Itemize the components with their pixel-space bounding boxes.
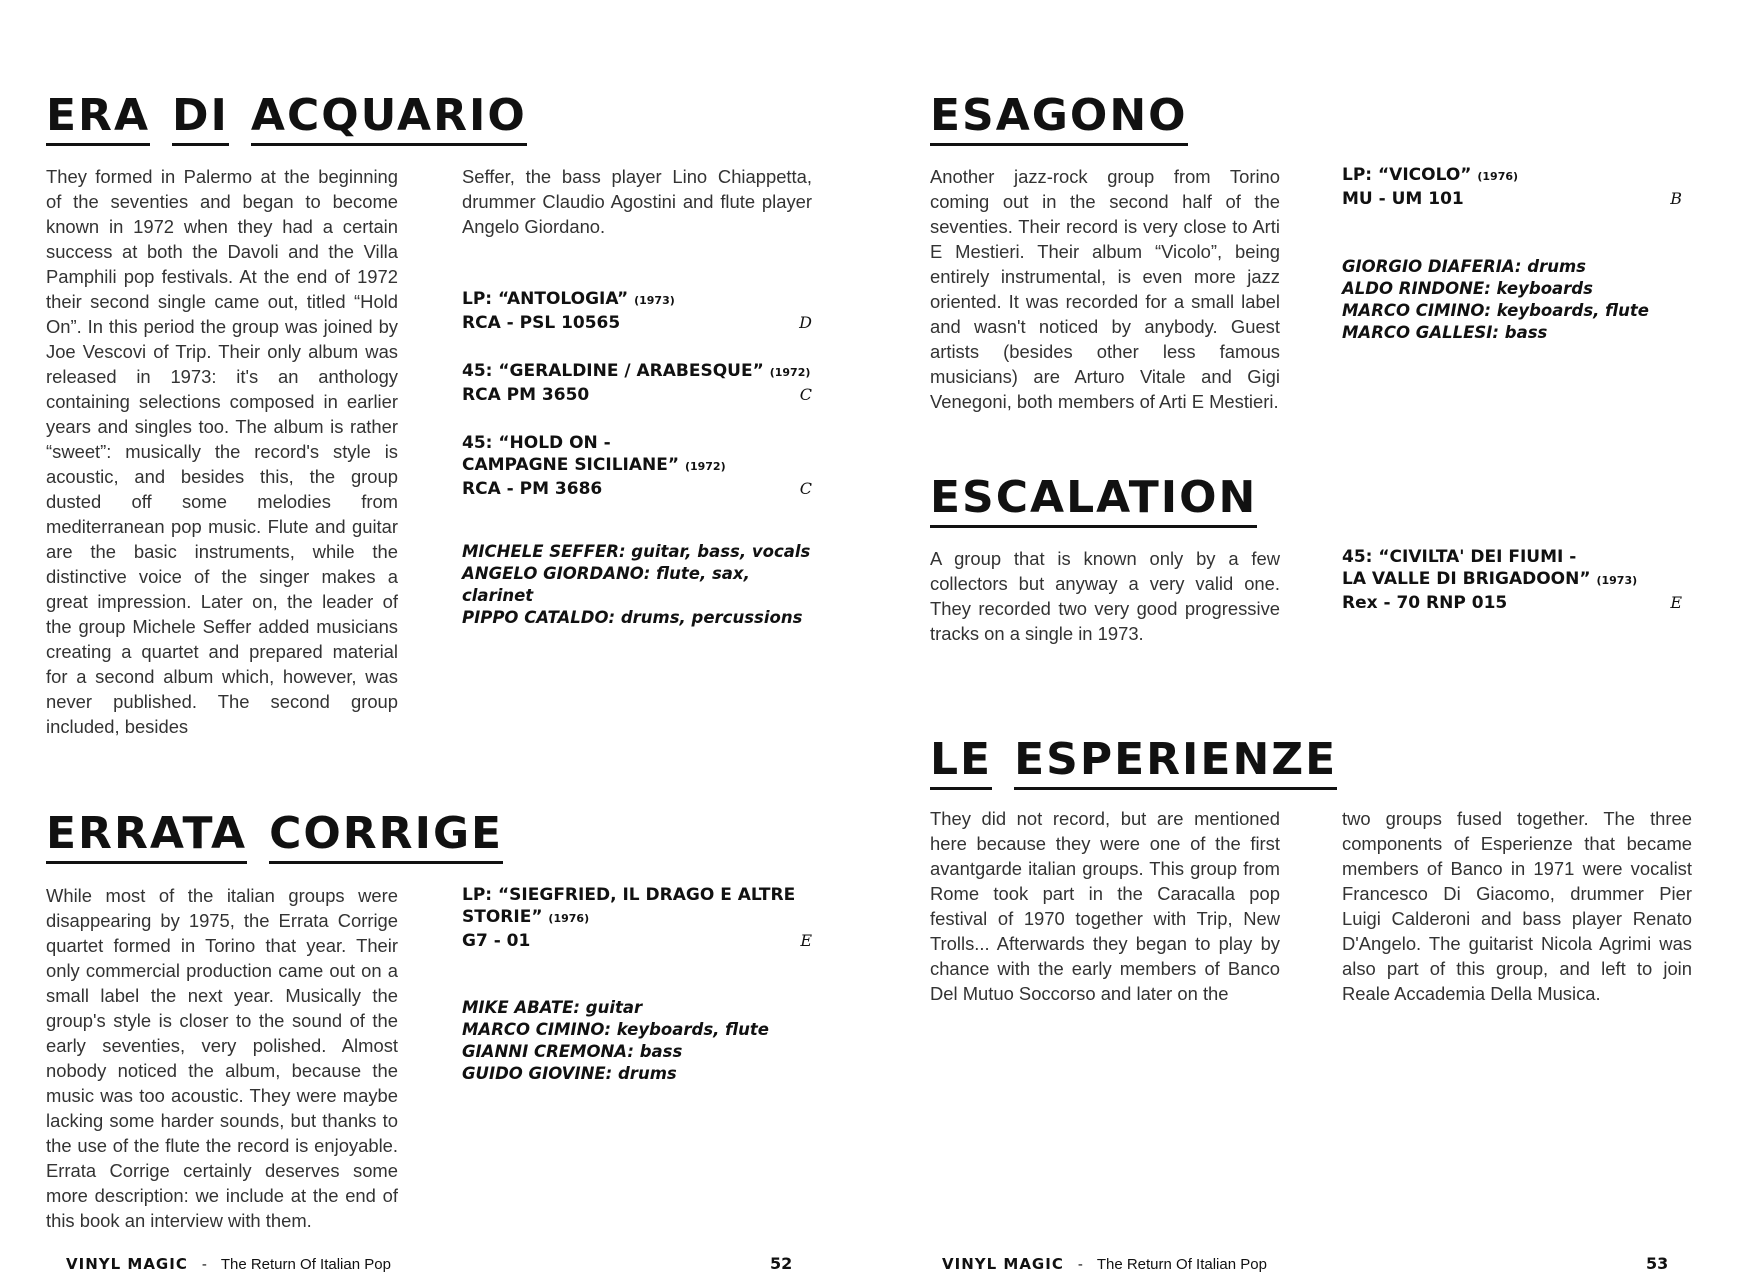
member: ALDO RINDONE: keyboards (1342, 279, 1593, 298)
disc-catalog: RCA - PSL 10565 (462, 313, 621, 333)
member: MARCO GALLESI: bass (1342, 323, 1548, 342)
disc-rating: C (799, 385, 812, 404)
title-word: ACQUARIO (251, 94, 527, 146)
page-number-left: 52 (770, 1254, 793, 1273)
disc-title-line: LP: “SIEGFRIED, IL DRAGO E ALTRE (462, 885, 796, 905)
escalation-title (930, 472, 1258, 528)
member: MARCO CIMINO: keyboards, flute (1342, 301, 1649, 320)
member: ANGELO GIORDANO: flute, sax, clarinet (462, 564, 750, 605)
errata-members (462, 997, 822, 1085)
disc-title-line: 45: “CIVILTA' DEI FIUMI - (1342, 547, 1577, 567)
disc-entry (462, 884, 812, 952)
member: GIANNI CREMONA: bass (462, 1042, 683, 1061)
esagono-title (930, 90, 1188, 146)
escalation-discography (1342, 546, 1682, 636)
footer-right (942, 1255, 1267, 1273)
disc-rating: E (800, 931, 812, 950)
esperienze-description: They did not record, but are mentioned here because they were one of the first avantgarde italian groups. This group from Rome took part in the Caracalla pop festival of 1970 together with Trip, New Trolls... Afterwards they began to play by chance with the early members of Banco Del Mutuo Soccorso and later on the (930, 808, 1280, 1004)
era-description-cont: Seffer, the bass player Lino Chiappetta, drummer Claudio Agostini and flute player Angelo Giordano. (462, 166, 812, 237)
disc-year: (1972) (769, 366, 811, 379)
title-word: DI (172, 94, 229, 146)
disc-title: STORIE” (1976) (462, 907, 590, 927)
footer-separator: - (201, 1256, 207, 1273)
title-word: CORRIGE (269, 812, 503, 864)
footer-magazine: VINYL MAGIC (66, 1255, 188, 1273)
title-word: LE (930, 738, 992, 790)
disc-title-line: 45: “HOLD ON - (462, 433, 611, 453)
errata-description: While most of the italian groups were disappearing by 1975, the Errata Corrige quartet formed in Torino that year. Their only commercial production came out on a small label the next year. Musically the group's style is closer to the sound of the early seventies, very polished. Almost nobody noticed the album, because the music was too acoustic. They were maybe lacking some harder sounds, but thanks to the use of the flute the record is enjoyable. Errata Corrige certainly deserves some more description: we include at the end of this book an interview with them. (46, 885, 398, 1231)
footer-separator: - (1077, 1256, 1083, 1273)
disc-title: CAMPAGNE SICILIANE” (1972) (462, 455, 726, 475)
page-number-right: 53 (1646, 1254, 1669, 1273)
member: MIKE ABATE: guitar (462, 998, 643, 1017)
member: GIORGIO DIAFERIA: drums (1342, 257, 1586, 276)
title-word: ESAGONO (930, 94, 1188, 146)
escalation-description: A group that is known only by a few collectors but anyway a very valid one. They recorded two very good progressive tracks on a single in 1973. (930, 548, 1280, 644)
title-word: ERRATA (46, 812, 247, 864)
disc-rating: E (1670, 593, 1682, 612)
disc-rating: B (1670, 189, 1682, 208)
era-members (462, 541, 822, 629)
disc-entry (1342, 546, 1682, 614)
member: MARCO CIMINO: keyboards, flute (462, 1020, 769, 1039)
member: MICHELE SEFFER: guitar, bass, vocals (462, 542, 811, 561)
disc-catalog: RCA PM 3650 (462, 385, 590, 405)
errata-discography (462, 884, 812, 974)
disc-entry (462, 288, 812, 334)
era-discography (462, 288, 812, 522)
disc-year: (1976) (1477, 170, 1519, 183)
disc-title: LA VALLE DI BRIGADOON” (1973) (1342, 569, 1638, 589)
esperienze-title (930, 734, 1338, 790)
esagono-description: Another jazz-rock group from Torino coming out in the second half of the seventies. Their record is very close to Arti E Mestieri. Their album “Vicolo”, being entirely instrumental, is even more jazz oriented. It was recorded for a small label and wasn't noticed by anybody. Guest artists (besides other less famous musicians) are Arturo Vitale and Gigi Venegoni, both members of Arti E Mestieri. (930, 166, 1280, 412)
title-word: ERA (46, 94, 150, 146)
footer-left (66, 1255, 391, 1273)
footer-subtitle: The Return Of Italian Pop (1096, 1256, 1267, 1273)
disc-year: (1976) (548, 912, 590, 925)
footer-subtitle: The Return Of Italian Pop (220, 1256, 391, 1273)
disc-catalog: Rex - 70 RNP 015 (1342, 593, 1508, 613)
disc-rating: D (799, 313, 812, 332)
footer-magazine: VINYL MAGIC (942, 1255, 1064, 1273)
disc-rating: C (799, 479, 812, 498)
disc-entry (1342, 164, 1682, 210)
disc-title: LP: “VICOLO” (1976) (1342, 165, 1519, 185)
disc-catalog: MU - UM 101 (1342, 189, 1464, 209)
disc-entry (462, 432, 812, 500)
esagono-discography (1342, 164, 1682, 232)
disc-entry (462, 360, 812, 406)
disc-year: (1973) (1596, 574, 1638, 587)
disc-catalog: RCA - PM 3686 (462, 479, 603, 499)
member: PIPPO CATALDO: drums, percussions (462, 608, 803, 627)
title-word: ESCALATION (930, 476, 1257, 528)
era-title (46, 90, 527, 146)
errata-title (46, 808, 504, 864)
member: GUIDO GIOVINE: drums (462, 1064, 677, 1083)
esagono-members (1342, 256, 1702, 344)
title-word: ESPERIENZE (1014, 738, 1337, 790)
disc-year: (1972) (684, 460, 726, 473)
disc-catalog: G7 - 01 (462, 931, 531, 951)
disc-year: (1973) (634, 294, 675, 307)
disc-title: 45: “GERALDINE / ARABESQUE” (1972) (462, 361, 811, 381)
esperienze-description-cont: two groups fused together. The three components of Esperienze that became members of Banco in 1971 were vocalist Francesco Di Giacomo, drummer Pier Luigi Calderoni and bass player Renato D'Angelo. The guitarist Nicola Agrimi was also part of this group, and left to join Reale Accademia Della Musica. (1342, 808, 1692, 1004)
era-description: They formed in Palermo at the beginning of the seventies and began to become known in 1972 when they had a certain success at both the Davoli and the Villa Pamphili pop festivals. At the end of 1972 their second single came out, titled “Hold On”. In this period the group was joined by Joe Vescovi of Trip. Their only album was released in 1973: it's an anthology containing selections composed in earlier years and singles too. The album is rather “sweet”: musically the record's style is acoustic, and besides this, the group dusted off some melodies from mediterranean pop music. Flute and guitar are the basic instruments, while the distinctive voice of the singer makes a great impression. Later on, the leader of the group Michele Seffer added musicians creating a quartet and prepared material for a second album which, however, was never published. The second group included, besides (46, 166, 398, 737)
disc-title: LP: “ANTOLOGIA” (1973) (462, 289, 675, 309)
